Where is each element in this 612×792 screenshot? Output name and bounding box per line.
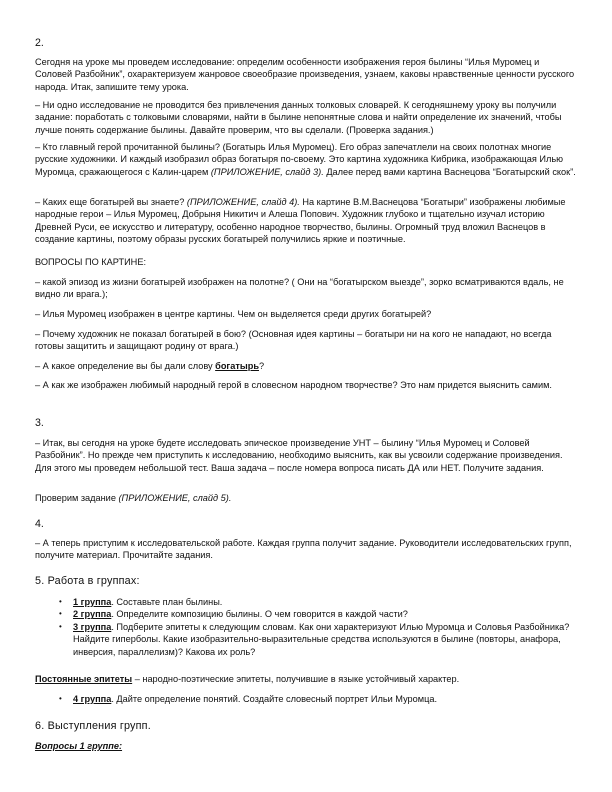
bullet-icon: •	[59, 609, 62, 619]
text-run: ?	[258, 361, 265, 371]
task-text: . Дайте определение понятий. Создайте словесный портрет Ильи Муромца.	[111, 694, 438, 704]
keyword-bogatyr: богатырь	[215, 361, 259, 371]
term-constant-epithets: Постоянные эпитеты	[35, 674, 133, 684]
question-definition	[35, 360, 577, 372]
paragraph-research: – А теперь приступим к исследовательской работе. Каждая группа получит задание. Руководители исследовательских групп, получите материал. Прочитайте задания.	[35, 538, 572, 561]
list-item	[56, 693, 576, 705]
question-folk-hero: – А как же изображен любимый народный герой в словесном народном творчестве? Это нам придется выяснить самим.	[35, 380, 552, 390]
section-group-work: 5. Работа в группах:	[35, 575, 140, 587]
task-text: . Составьте план былины.	[111, 597, 223, 607]
list-item	[56, 621, 576, 658]
task-text: . Определите композицию былины. О чем говорится в каждой части?	[111, 609, 408, 620]
bullet-icon: •	[59, 694, 62, 703]
text-run: Проверим задание	[35, 493, 119, 503]
section-number-3: 3.	[35, 417, 44, 429]
question-center: – Илья Муромец изображен в центре картины. Чем он выделяется среди других богатырей?	[35, 309, 432, 319]
bullet-icon: •	[59, 621, 62, 631]
appendix-ref-slide-3: (ПРИЛОЖЕНИЕ, слайд 3).	[210, 166, 324, 177]
group-label: 4 группа	[73, 694, 112, 704]
paragraph-main-hero	[35, 141, 577, 178]
question-episode: – какой эпизод из жизни богатырей изображен на полотне? ( Они на “богатырском выезде”, зорко всматриваются вдаль, не видно ли врага.);	[35, 277, 564, 300]
group-label: 1 группа	[73, 597, 112, 607]
group-label: 2 группа	[73, 609, 112, 620]
group-task-list-2	[56, 693, 576, 705]
text-run: – А какое определение вы бы дали слову	[35, 361, 216, 371]
questions-group-1-heading: Вопросы 1 группе:	[35, 741, 123, 751]
section-number-4: 4.	[35, 518, 44, 530]
group-task-list	[56, 596, 576, 658]
bullet-icon: •	[59, 597, 62, 606]
section-group-presentations: 6. Выступления групп.	[35, 720, 151, 732]
questions-heading: ВОПРОСЫ ПО КАРТИНЕ:	[35, 257, 146, 267]
text-run: – народно-поэтические эпитеты, получившие в языке устойчивый характер.	[132, 674, 460, 684]
list-item	[56, 608, 576, 620]
appendix-ref-slide-5: (ПРИЛОЖЕНИЕ, слайд 5).	[118, 493, 232, 503]
paragraph-dictionaries: – Ни одно исследование не проводится без привлечения данных толковых словарей. К сегодняшнему уроку вы получили задание: поработать с толковыми словарями, найти в былине непонятные слова и найти определение их значений, чтобы лучше понять содержание былины. Давайте проверим, что вы сделали. (Проверка задания.)	[35, 100, 562, 135]
list-item	[56, 596, 576, 608]
appendix-ref-slide-4: (ПРИЛОЖЕНИЕ, слайд 4).	[186, 197, 300, 207]
paragraph-bogatyrs-painting	[35, 196, 577, 246]
text-run: Далее перед вами картина Васнецова “Богатырский скок”.	[323, 166, 576, 177]
section-number-2: 2.	[35, 37, 44, 49]
paragraph-constant-epithets	[35, 673, 577, 685]
paragraph-check	[35, 492, 577, 504]
text-run: – Кто главный герой прочитанной былины? (Богатырь Илья Муромец). Его образ запечатлели на своих полотнах многие русские художники. И каждый изобразил образ богатыря по-своему. Это картина художника Кибрика, изображающая Илью Муромца, сражающегося с Калин-царем	[35, 142, 563, 177]
task-text: . Подберите эпитеты к следующим словам. Как они характеризуют Илью Муромца и Соловья Разбойника? Найдите гиперболы. Какие изобразительно-выразительные средства используются в былине (повторы, анафора, инверсия, параллелизм)? Какова их роль?	[73, 621, 570, 657]
paragraph-test: – Итак, вы сегодня на уроке будете исследовать эпическое произведение УНТ – былину “Илья Муромец и Соловей Разбойник”. Но прежде чем приступить к исследованию, необходимо выяснить, как вы усвоили содержание произведения. Для этого мы проведем небольшой тест. Ваша задача – после номера вопроса писать ДА или НЕТ. Получите задания.	[35, 438, 563, 473]
paragraph-intro: Сегодня на уроке мы проведем исследование: определим особенности изображения героя былины “Илья Муромец и Соловей Разбойник”, охарактеризуем жанровое своеобразие произведения, узнаем, каковы нравственные ценности русского народа. Итак, запишите тему урока.	[35, 57, 575, 92]
text-run: – Каких еще богатырей вы знаете?	[35, 197, 187, 207]
text-run: На картине В.М.Васнецова “Богатыри” изображены любимые народные герои – Илья Муромец, Добрыня Никитич и Алеша Попович. Художник глубоко и тщательно изучал историю Древней Руси, ее искусство и литературу, особенно народное творчество, былины. Огромный труд вложил Васнецов в создание картины, поэтому образы русских богатырей получились яркие и поэтичные.	[35, 197, 566, 245]
group-label: 3 группа	[73, 621, 112, 632]
question-battle: – Почему художник не показал богатырей в бою? (Основная идея картины – богатыри ни на кого не нападают, но всегда готовы защитить и защищают родину от врага.)	[35, 329, 552, 352]
